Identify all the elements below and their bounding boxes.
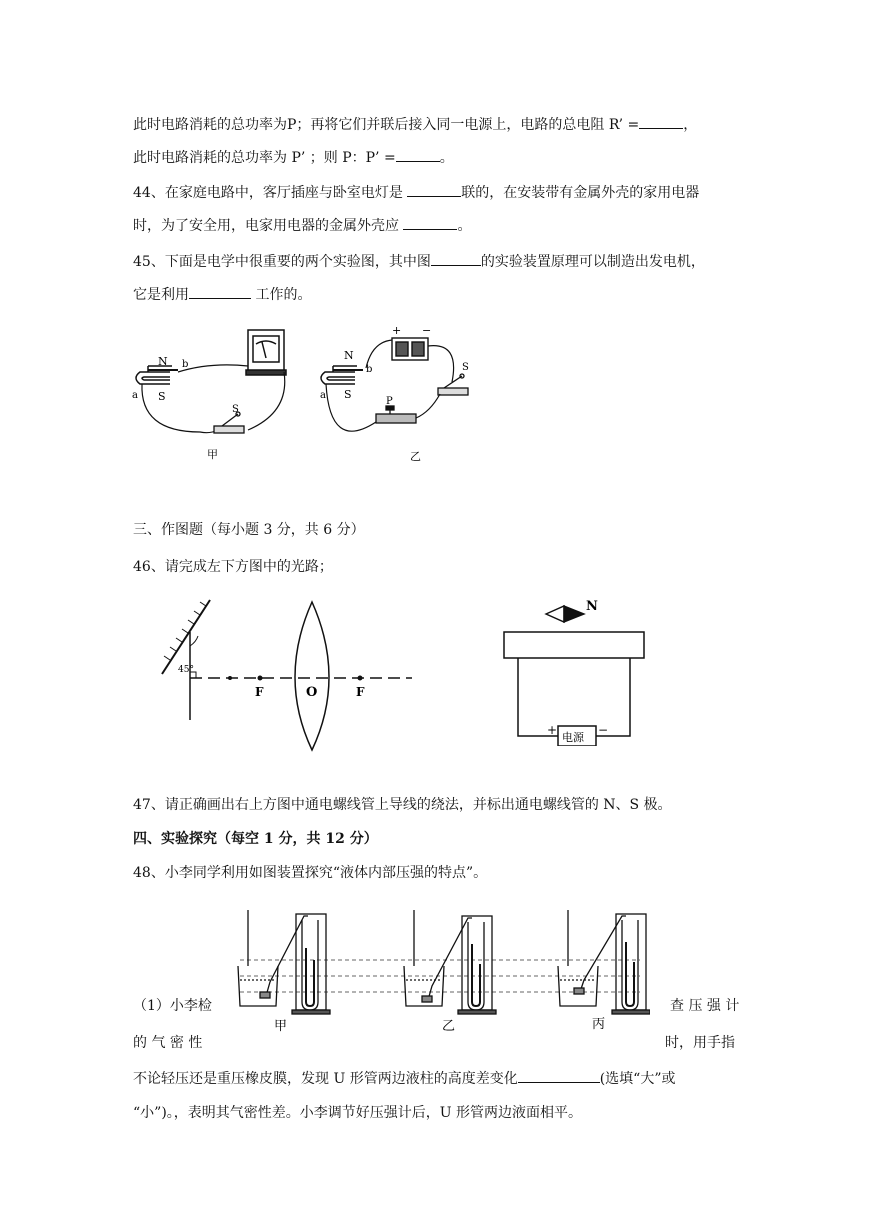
galvanometer (246, 330, 286, 375)
blank-q45-1[interactable] (431, 251, 481, 266)
magnet-yi (321, 366, 357, 384)
label-bing: 丙 (592, 1017, 606, 1032)
manometer-jia (238, 910, 330, 1014)
label-p: P (386, 396, 393, 407)
plus-label: + (547, 723, 558, 737)
question-44-line-2 (133, 215, 471, 236)
manometer-yi (404, 910, 496, 1014)
angle-label: 45° (178, 665, 194, 675)
label-s-switch-yi: S (462, 362, 469, 373)
q48-2a-text: 的 气 密 性 (133, 1035, 203, 1051)
line-1-end: ， (683, 117, 698, 133)
label-o: O (306, 685, 318, 700)
label-a-jia: a (132, 390, 138, 401)
q45-text-c: 它是利用 (133, 287, 189, 303)
q48-2-right (665, 1033, 735, 1053)
q45-text-b: 的实验装置原理可以制造出发电机， (480, 254, 705, 270)
minus-label: − (598, 723, 609, 737)
label-b-yi: b (366, 364, 373, 375)
line-2-text: 此时电路消耗的总功率为 P’ ；则 P：P’ = (133, 150, 396, 166)
blank-q45-2[interactable] (189, 284, 251, 299)
q48-line-3 (133, 1068, 675, 1089)
section-4-text: 四、实验探究（每空 1 分，共 12 分） (133, 831, 378, 847)
q48-3a-text: 不论轻压还是重压橡皮膜，发现 U 形管两边液柱的高度差变化 (133, 1071, 518, 1087)
q48-line-4 (133, 1103, 582, 1123)
blank-ratio[interactable] (396, 147, 440, 162)
label-s-jia: S (158, 390, 166, 403)
label-f-right: F (356, 685, 365, 699)
line-1-text: 此时电路消耗的总功率为P；再将它们并联后接入同一电源上，电路的总电阻 R’ = (133, 117, 640, 133)
question-47 (133, 795, 672, 815)
section-3-heading (133, 520, 365, 540)
label-f-left: F (255, 685, 264, 699)
text-line-2 (133, 147, 454, 168)
figure-47-solenoid (500, 594, 650, 746)
q48-1-left (133, 996, 212, 1016)
label-minus: − (422, 324, 432, 337)
q45-text-d: 工作的。 (255, 287, 312, 303)
blank-q44-2[interactable] (403, 215, 457, 230)
q45-text-a: 45、下面是电学中很重要的两个实验图，其中图 (133, 254, 431, 270)
label-jia: 甲 (274, 1019, 288, 1034)
q47-text: 47、请正确画出右上方图中通电螺线管上导线的绕法，并标出通电螺线管的 N、S 极。 (133, 797, 672, 813)
blank-q44-1[interactable] (407, 182, 461, 197)
battery (392, 338, 428, 360)
q48-2b-text: 时，用手指 (665, 1035, 735, 1051)
question-45-line-1 (133, 251, 705, 272)
figure-45 (130, 322, 490, 467)
label-b-jia: b (182, 359, 189, 370)
blank-r-prime[interactable] (639, 114, 683, 129)
q44-text-a: 44、在家庭电路中，客厅插座与卧室电灯是 (133, 185, 403, 201)
section-4-heading (133, 829, 378, 849)
magnet-jia (136, 366, 172, 384)
q44-text-b: 联的，在安装带有金属外壳的家用电器 (461, 185, 700, 201)
q44-text-d: 。 (457, 218, 472, 234)
q48-1b-text: 查 压 强 计 (670, 998, 740, 1014)
label-plus: + (392, 324, 402, 337)
question-48 (133, 863, 487, 883)
q48-3b-text: (选填“大”或 (599, 1071, 676, 1087)
rheostat (376, 406, 416, 423)
label-s-switch-jia: S (232, 404, 239, 415)
q48-2-left (133, 1033, 202, 1053)
blank-q48-1[interactable] (518, 1068, 600, 1083)
power-label: 电源 (562, 731, 584, 744)
question-44-line-1 (133, 182, 699, 203)
label-jia: 甲 (207, 448, 218, 461)
label-yi: 乙 (410, 450, 421, 463)
compass-n-label: N (586, 599, 598, 614)
switch-jia (214, 412, 244, 433)
q46-text: 46、请完成左下方图中的光路； (133, 559, 333, 575)
label-yi: 乙 (442, 1019, 456, 1034)
solenoid-core (504, 632, 644, 658)
manometer-bing (558, 910, 650, 1014)
q48-4-text: “小”)。，表明其气密性差。小李调节好压强计后，U 形管两边液面相平。 (133, 1105, 583, 1121)
section-3-text: 三、作图题（每小题 3 分，共 6 分） (133, 522, 365, 538)
figure-46-lens (160, 592, 420, 752)
label-n-jia: N (158, 355, 168, 368)
figure-48-manometers (230, 908, 650, 1038)
label-n-yi: N (344, 349, 354, 362)
line-2-end: 。 (439, 150, 454, 166)
q48-1a-text: （1）小李检 (133, 998, 212, 1014)
text-line-1 (133, 114, 697, 135)
q48-1-right (670, 996, 739, 1016)
q48-text: 48、小李同学利用如图装置探究“液体内部压强的特点”。 (133, 865, 488, 881)
label-s-yi: S (344, 388, 352, 401)
q44-text-c: 时，为了安全用，电家用电器的金属外壳应 (133, 218, 399, 234)
question-46 (133, 557, 333, 577)
question-45-line-2 (133, 284, 311, 305)
label-a-yi: a (320, 390, 326, 401)
